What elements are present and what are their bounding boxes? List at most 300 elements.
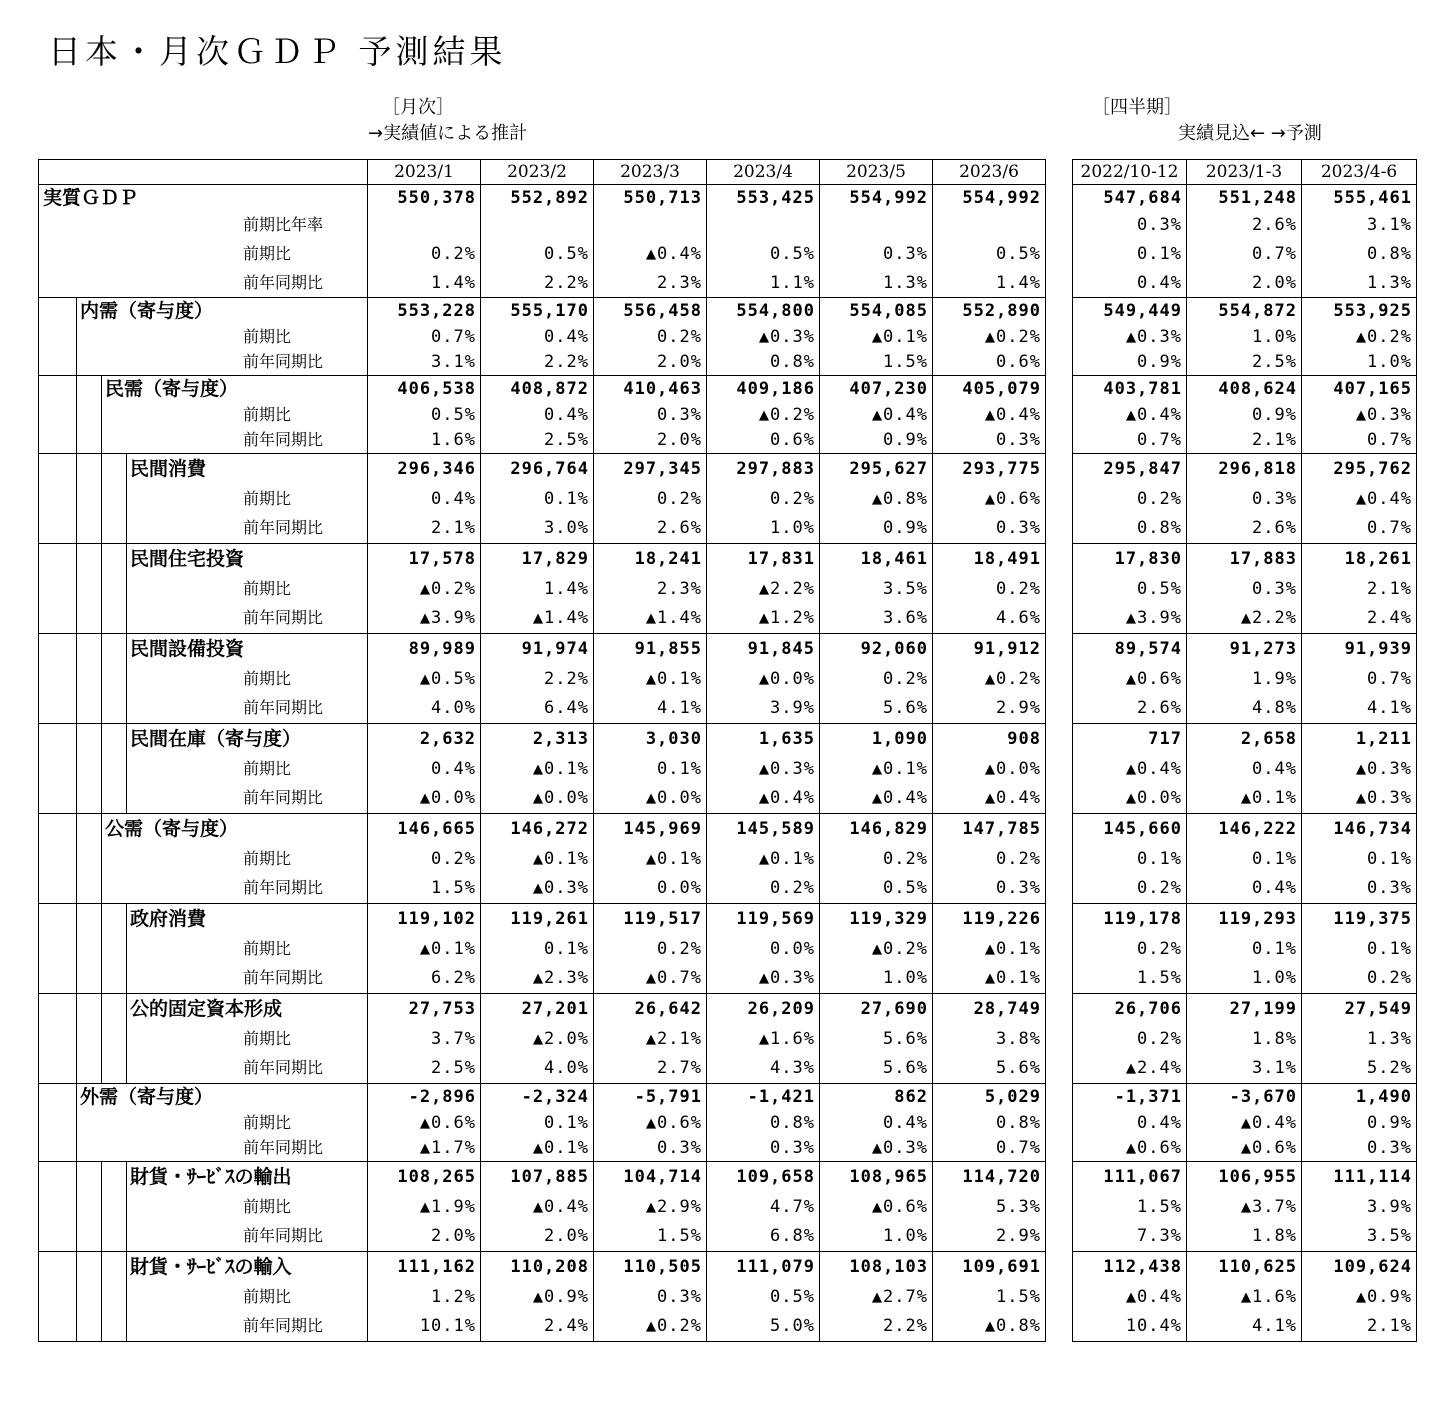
monthly-cell: 0.4% [820,1110,933,1136]
table-row-main [1073,1084,1417,1110]
monthly-cell: 0.3% [594,1282,707,1312]
table-row-main [1073,544,1417,574]
quarterly-cell: 2,658 [1187,724,1302,754]
monthly-cell: 107,885 [481,1162,594,1192]
monthly-col-header: 2023/3 [594,160,707,185]
monthly-cell: 406,538 [368,376,481,402]
row-metric-label: 前期比年率 [39,211,368,240]
monthly-cell: 5.6% [820,694,933,724]
monthly-table [38,159,1046,1342]
monthly-cell: 119,517 [594,904,707,934]
table-row [1073,574,1417,604]
quarterly-cell: 0.1% [1302,844,1417,874]
monthly-cell: 5.6% [933,1054,1046,1084]
monthly-cell: 2.2% [481,350,594,376]
quarterly-cell: 2.6% [1187,514,1302,544]
quarterly-cell: 0.7% [1302,664,1417,694]
table-row [39,1312,1046,1342]
row-category-label: 民間住宅投資 [39,544,368,574]
monthly-cell: 2.7% [594,1054,707,1084]
monthly-cell: ▲0.1% [933,964,1046,994]
table-row [1073,211,1417,240]
quarterly-cell: 1.3% [1302,269,1417,298]
monthly-cell: 0.9% [820,514,933,544]
monthly-cell: ▲0.1% [594,844,707,874]
monthly-cell: ▲2.1% [594,1024,707,1054]
monthly-cell: 114,720 [933,1162,1046,1192]
quarterly-cell: 0.3% [1187,484,1302,514]
quarterly-cell: 27,549 [1302,994,1417,1024]
quarterly-cell: ▲0.4% [1073,402,1187,428]
monthly-cell [481,211,594,240]
quarterly-table-body [1073,185,1417,1342]
row-metric-label: 前年同期比 [39,964,368,994]
quarterly-cell: 91,273 [1187,634,1302,664]
row-metric-label: 前期比 [39,664,368,694]
table-row-main [1073,185,1417,211]
monthly-cell: 0.3% [594,1136,707,1162]
quarterly-cell: 91,939 [1302,634,1417,664]
table-row [1073,754,1417,784]
monthly-cell: 119,102 [368,904,481,934]
table-row [1073,694,1417,724]
quarterly-cell: 3.1% [1187,1054,1302,1084]
row-metric-label: 前年同期比 [39,874,368,904]
monthly-cell: 17,829 [481,544,594,574]
quarterly-cell: 0.1% [1073,240,1187,269]
row-metric-label: 前年同期比 [39,269,368,298]
row-metric-label: 前期比 [39,1024,368,1054]
monthly-cell: 3.6% [820,604,933,634]
quarterly-cell: 0.3% [1302,874,1417,904]
quarterly-cell: 112,438 [1073,1252,1187,1282]
table-row [1073,1192,1417,1222]
monthly-cell: 2.9% [933,694,1046,724]
monthly-cell: 5.3% [933,1192,1046,1222]
quarterly-section-note: 実績見込← →予測 [1178,123,1322,144]
monthly-cell: ▲0.5% [368,664,481,694]
quarterly-cell: ▲0.4% [1073,1282,1187,1312]
monthly-cell: 0.2% [707,874,820,904]
monthly-cell: 1.1% [707,269,820,298]
quarterly-cell: 0.3% [1073,211,1187,240]
table-row-main [1073,814,1417,844]
monthly-cell: 1.0% [820,1222,933,1252]
monthly-cell: 17,578 [368,544,481,574]
monthly-cell: ▲0.6% [933,484,1046,514]
row-metric-label: 前期比 [39,934,368,964]
quarterly-cell: 4.8% [1187,694,1302,724]
row-metric-label: 前年同期比 [39,514,368,544]
table-row [1073,1282,1417,1312]
monthly-cell: 91,845 [707,634,820,664]
quarterly-cell: 2.6% [1187,211,1302,240]
quarterly-cell: 111,114 [1302,1162,1417,1192]
row-metric-label: 前期比 [39,844,368,874]
monthly-cell: 550,713 [594,185,707,211]
quarterly-cell: ▲0.3% [1302,784,1417,814]
monthly-cell: ▲0.6% [594,1110,707,1136]
table-row [1073,269,1417,298]
table-row [1073,1312,1417,1342]
monthly-cell: 4.1% [594,694,707,724]
monthly-cell: 1.4% [368,269,481,298]
monthly-cell: 2.0% [594,350,707,376]
table-row-main [39,1084,1046,1110]
row-metric-label: 前年同期比 [39,1136,368,1162]
row-metric-label: 前期比 [39,1282,368,1312]
quarterly-cell: ▲0.4% [1187,1110,1302,1136]
monthly-cell: ▲0.2% [707,402,820,428]
monthly-cell: 1,635 [707,724,820,754]
row-metric-label: 前期比 [39,484,368,514]
monthly-cell: ▲0.1% [368,934,481,964]
monthly-cell: 553,228 [368,298,481,324]
quarterly-cell: 89,574 [1073,634,1187,664]
monthly-cell: 862 [820,1084,933,1110]
row-category-label: 財貨・ｻｰﾋﾞｽの輸入 [39,1252,368,1282]
quarterly-col-header: 2022/10-12 [1073,160,1187,185]
quarterly-cell: 1.0% [1187,964,1302,994]
monthly-cell: 1.5% [368,874,481,904]
monthly-cell: 0.5% [933,240,1046,269]
monthly-cell: 109,691 [933,1252,1046,1282]
quarterly-cell: 10.4% [1073,1312,1187,1342]
monthly-cell: ▲1.6% [707,1024,820,1054]
table-row-main [1073,994,1417,1024]
quarterly-cell: ▲0.6% [1187,1136,1302,1162]
monthly-cell: 3.0% [481,514,594,544]
monthly-cell: 5.0% [707,1312,820,1342]
monthly-cell: 4.3% [707,1054,820,1084]
monthly-cell: 0.6% [933,350,1046,376]
monthly-cell: 4.0% [481,1054,594,1084]
quarterly-cell: 0.3% [1187,574,1302,604]
monthly-cell: 0.1% [481,934,594,964]
monthly-cell: 408,872 [481,376,594,402]
table-row [39,964,1046,994]
row-category-label: 公的固定資本形成 [39,994,368,1024]
monthly-cell: 1.5% [594,1222,707,1252]
monthly-cell: 3.8% [933,1024,1046,1054]
monthly-cell: 3.1% [368,350,481,376]
monthly-cell: ▲0.1% [820,754,933,784]
monthly-cell: ▲0.1% [481,844,594,874]
quarterly-cell: 1.0% [1302,350,1417,376]
quarterly-cell: 1.8% [1187,1222,1302,1252]
table-row-main [1073,1162,1417,1192]
monthly-cell: ▲2.7% [820,1282,933,1312]
quarterly-cell: 296,818 [1187,454,1302,484]
quarterly-cell: 1,490 [1302,1084,1417,1110]
monthly-cell: 108,265 [368,1162,481,1192]
monthly-cell: 0.8% [933,1110,1046,1136]
quarterly-cell: 2.1% [1302,1312,1417,1342]
row-metric-label: 前年同期比 [39,694,368,724]
row-metric-label: 前年同期比 [39,1054,368,1084]
monthly-cell: ▲0.1% [594,664,707,694]
table-corner-cell [39,160,368,185]
table-row-main [1073,1252,1417,1282]
monthly-cell: 110,505 [594,1252,707,1282]
monthly-cell: ▲0.4% [820,402,933,428]
monthly-cell: 0.2% [594,324,707,350]
monthly-cell: 146,272 [481,814,594,844]
quarterly-cell: 0.1% [1187,844,1302,874]
monthly-cell: 0.3% [933,428,1046,454]
quarterly-cell: ▲0.4% [1073,754,1187,784]
monthly-cell: -2,324 [481,1084,594,1110]
monthly-cell: 0.7% [368,324,481,350]
quarterly-cell: 2.1% [1187,428,1302,454]
monthly-cell: 407,230 [820,376,933,402]
table-row [39,1222,1046,1252]
monthly-cell: 27,753 [368,994,481,1024]
table-row [39,664,1046,694]
monthly-cell: ▲0.4% [820,784,933,814]
monthly-cell: 1.5% [820,350,933,376]
table-row [39,604,1046,634]
monthly-cell: ▲0.0% [368,784,481,814]
quarterly-cell: ▲0.3% [1302,754,1417,784]
monthly-cell: ▲0.1% [481,754,594,784]
monthly-cell: 18,461 [820,544,933,574]
row-category-label: 公需（寄与度） [39,814,368,844]
table-row-main [39,1252,1046,1282]
monthly-cell: 554,992 [820,185,933,211]
monthly-cell: ▲0.3% [481,874,594,904]
monthly-cell: 295,627 [820,454,933,484]
table-row [39,324,1046,350]
table-row [1073,402,1417,428]
monthly-cell: 0.0% [594,874,707,904]
monthly-cell: ▲0.2% [594,1312,707,1342]
monthly-cell: 2.0% [368,1222,481,1252]
table-row-main [39,724,1046,754]
monthly-cell: 0.4% [481,324,594,350]
table-row [39,844,1046,874]
quarterly-cell: ▲0.4% [1302,484,1417,514]
quarterly-cell: 146,734 [1302,814,1417,844]
monthly-cell: 550,378 [368,185,481,211]
quarterly-cell: 2.1% [1302,574,1417,604]
quarterly-cell: 2.5% [1187,350,1302,376]
monthly-cell: 3.7% [368,1024,481,1054]
quarterly-cell: 0.8% [1302,240,1417,269]
table-row [39,1054,1046,1084]
monthly-cell: 0.5% [820,874,933,904]
row-metric-label: 前期比 [39,574,368,604]
quarterly-col-header: 2023/4-6 [1302,160,1417,185]
quarterly-cell: 0.7% [1073,428,1187,454]
quarterly-cell: 0.5% [1073,574,1187,604]
row-category-label: 政府消費 [39,904,368,934]
quarterly-col-header: 2023/1-3 [1187,160,1302,185]
monthly-cell: 297,883 [707,454,820,484]
quarterly-cell: 0.9% [1302,1110,1417,1136]
monthly-cell: 147,785 [933,814,1046,844]
monthly-cell: 296,764 [481,454,594,484]
monthly-cell: 2.6% [594,514,707,544]
quarterly-cell: 111,067 [1073,1162,1187,1192]
quarterly-cell: 549,449 [1073,298,1187,324]
monthly-col-header: 2023/4 [707,160,820,185]
monthly-cell: 2.0% [594,428,707,454]
quarterly-cell: 3.9% [1302,1192,1417,1222]
monthly-cell: ▲1.7% [368,1136,481,1162]
monthly-cell: 0.1% [481,484,594,514]
monthly-cell: 1.4% [481,574,594,604]
monthly-cell: 0.1% [594,754,707,784]
monthly-cell: 111,162 [368,1252,481,1282]
monthly-cell: 104,714 [594,1162,707,1192]
quarterly-cell: ▲0.1% [1187,784,1302,814]
monthly-cell: 410,463 [594,376,707,402]
monthly-cell: 26,642 [594,994,707,1024]
quarterly-cell: 3.1% [1302,211,1417,240]
monthly-cell: 0.3% [820,240,933,269]
quarterly-cell: ▲1.6% [1187,1282,1302,1312]
quarterly-section-label: ［四半期］ [1092,97,1182,118]
quarterly-cell: 0.3% [1302,1136,1417,1162]
row-metric-label: 前年同期比 [39,604,368,634]
monthly-cell: 0.2% [933,574,1046,604]
monthly-cell: 109,658 [707,1162,820,1192]
row-metric-label: 前期比 [39,1110,368,1136]
monthly-cell: 4.0% [368,694,481,724]
monthly-cell: ▲0.7% [594,964,707,994]
monthly-cell: 1.0% [707,514,820,544]
monthly-cell: -5,791 [594,1084,707,1110]
quarterly-cell: 0.7% [1302,514,1417,544]
table-row [1073,1024,1417,1054]
table-row [1073,514,1417,544]
monthly-cell: 2.9% [933,1222,1046,1252]
quarterly-cell: 0.4% [1073,1110,1187,1136]
monthly-cell: 296,346 [368,454,481,484]
monthly-section-note: →実績値による推計 [368,123,528,144]
monthly-cell: 0.5% [707,1282,820,1312]
row-category-label: 財貨・ｻｰﾋﾞｽの輸出 [39,1162,368,1192]
monthly-cell: 0.3% [933,874,1046,904]
monthly-cell: 908 [933,724,1046,754]
table-row [1073,1222,1417,1252]
table-row [39,694,1046,724]
monthly-cell: 0.4% [368,754,481,784]
table-row-main [39,298,1046,324]
monthly-cell: ▲0.0% [481,784,594,814]
monthly-cell: ▲0.6% [820,1192,933,1222]
monthly-cell: ▲0.9% [481,1282,594,1312]
monthly-cell: 3.9% [707,694,820,724]
monthly-cell: 405,079 [933,376,1046,402]
monthly-cell: 2.4% [481,1312,594,1342]
quarterly-cell: 0.9% [1073,350,1187,376]
monthly-cell: 4.7% [707,1192,820,1222]
page-title: 日本・月次ＧＤＰ 予測結果 [48,32,507,71]
monthly-header-row [39,160,1046,185]
table-row [1073,1110,1417,1136]
monthly-cell: 554,992 [933,185,1046,211]
quarterly-cell: 408,624 [1187,376,1302,402]
row-metric-label: 前期比 [39,240,368,269]
monthly-cell: 554,800 [707,298,820,324]
table-row [39,269,1046,298]
monthly-col-header: 2023/1 [368,160,481,185]
quarterly-cell: 717 [1073,724,1187,754]
table-row-main [39,814,1046,844]
monthly-cell: 555,170 [481,298,594,324]
table-row [1073,1054,1417,1084]
monthly-cell: ▲0.0% [933,754,1046,784]
quarterly-cell: ▲0.6% [1073,1136,1187,1162]
table-row [39,1282,1046,1312]
monthly-cell: 92,060 [820,634,933,664]
quarterly-cell: 0.4% [1073,269,1187,298]
quarterly-cell: 0.7% [1187,240,1302,269]
row-metric-label: 前年同期比 [39,428,368,454]
quarterly-cell: 18,261 [1302,544,1417,574]
monthly-cell: 554,085 [820,298,933,324]
table-row [1073,1136,1417,1162]
monthly-cell: ▲0.2% [933,324,1046,350]
table-row-main [39,634,1046,664]
row-metric-label: 前年同期比 [39,784,368,814]
table-row-main [39,904,1046,934]
table-row [39,934,1046,964]
quarterly-cell: 4.1% [1187,1312,1302,1342]
quarterly-cell: 1.5% [1073,1192,1187,1222]
monthly-cell: 1,090 [820,724,933,754]
monthly-cell: 26,209 [707,994,820,1024]
quarterly-cell: 0.2% [1073,934,1187,964]
monthly-cell: 2.5% [368,1054,481,1084]
monthly-cell: ▲0.4% [481,1192,594,1222]
table-row [1073,874,1417,904]
monthly-cell: ▲0.3% [707,324,820,350]
row-metric-label: 前年同期比 [39,1312,368,1342]
monthly-cell: ▲0.1% [481,1136,594,1162]
monthly-cell: 0.2% [594,934,707,964]
quarterly-cell: ▲0.3% [1073,324,1187,350]
quarterly-cell: ▲2.2% [1187,604,1302,634]
table-row [1073,784,1417,814]
monthly-cell: 119,226 [933,904,1046,934]
monthly-cell: 1.4% [933,269,1046,298]
monthly-cell: 3,030 [594,724,707,754]
monthly-cell: 2,313 [481,724,594,754]
monthly-cell [820,211,933,240]
monthly-cell: ▲0.3% [707,964,820,994]
table-row [1073,664,1417,694]
monthly-cell: 4.6% [933,604,1046,634]
monthly-table-body [39,185,1046,1342]
monthly-cell: 556,458 [594,298,707,324]
monthly-cell: 0.2% [368,844,481,874]
monthly-cell: 119,329 [820,904,933,934]
monthly-cell: 119,569 [707,904,820,934]
monthly-cell: 0.5% [481,240,594,269]
monthly-cell: ▲1.2% [707,604,820,634]
table-row [1073,240,1417,269]
table-row [39,350,1046,376]
quarterly-cell: 0.2% [1302,964,1417,994]
quarterly-cell: -1,371 [1073,1084,1187,1110]
quarterly-cell: ▲0.3% [1302,402,1417,428]
monthly-cell: 1.3% [820,269,933,298]
monthly-cell: ▲0.4% [933,402,1046,428]
table-row [39,874,1046,904]
